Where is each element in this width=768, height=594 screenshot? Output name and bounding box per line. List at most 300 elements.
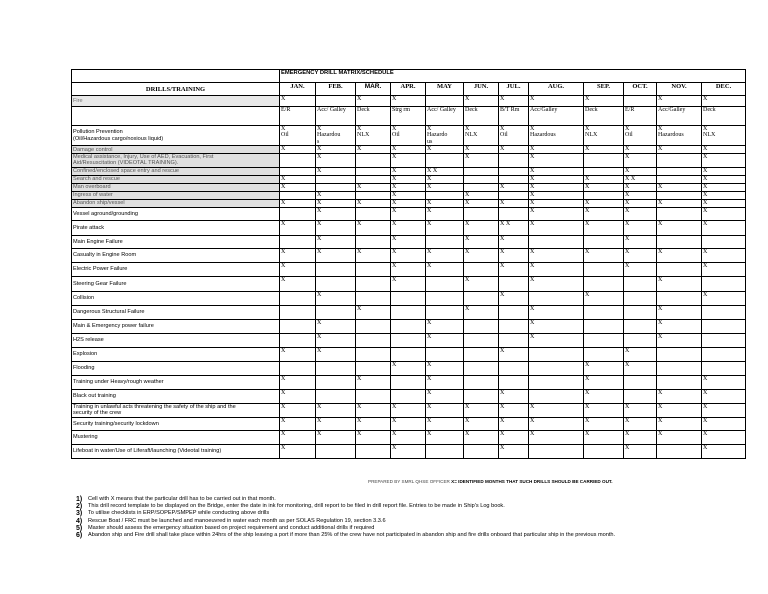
schedule-cell[interactable]: Acc/ Galley bbox=[426, 107, 464, 126]
schedule-cell[interactable]: X bbox=[280, 146, 316, 154]
schedule-cell[interactable]: X bbox=[426, 183, 464, 191]
schedule-cell[interactable]: X bbox=[391, 183, 426, 191]
schedule-cell[interactable]: X bbox=[529, 403, 584, 417]
schedule-cell[interactable] bbox=[316, 262, 356, 276]
schedule-cell[interactable] bbox=[356, 167, 391, 175]
schedule-cell[interactable]: X bbox=[426, 361, 464, 375]
schedule-cell[interactable]: Deck bbox=[356, 107, 391, 126]
schedule-cell[interactable]: X bbox=[280, 375, 316, 389]
schedule-cell[interactable]: X bbox=[624, 146, 657, 154]
schedule-cell[interactable]: X bbox=[391, 199, 426, 207]
schedule-cell[interactable] bbox=[499, 191, 529, 199]
schedule-cell[interactable] bbox=[356, 389, 391, 403]
schedule-cell[interactable]: X bbox=[624, 262, 657, 276]
schedule-cell[interactable]: X bbox=[584, 199, 624, 207]
schedule-cell[interactable]: X bbox=[529, 199, 584, 207]
schedule-cell[interactable] bbox=[464, 207, 499, 220]
schedule-cell[interactable] bbox=[280, 361, 316, 375]
schedule-cell[interactable]: X bbox=[657, 403, 702, 417]
schedule-cell[interactable] bbox=[499, 361, 529, 375]
schedule-cell[interactable] bbox=[702, 319, 746, 333]
schedule-cell[interactable]: X bbox=[702, 248, 746, 262]
schedule-cell[interactable]: X bbox=[391, 361, 426, 375]
schedule-cell[interactable]: X bbox=[464, 305, 499, 319]
schedule-cell[interactable]: X bbox=[280, 347, 316, 361]
schedule-cell[interactable] bbox=[316, 175, 356, 183]
schedule-cell[interactable]: X bbox=[464, 220, 499, 235]
schedule-cell[interactable]: X bbox=[426, 248, 464, 262]
schedule-cell[interactable] bbox=[391, 291, 426, 305]
schedule-cell[interactable] bbox=[657, 375, 702, 389]
schedule-cell[interactable] bbox=[464, 175, 499, 183]
schedule-cell[interactable] bbox=[426, 191, 464, 199]
schedule-cell[interactable]: X bbox=[499, 235, 529, 248]
schedule-cell[interactable]: X bbox=[426, 417, 464, 430]
schedule-cell[interactable]: E/R bbox=[280, 107, 316, 126]
schedule-cell[interactable] bbox=[356, 333, 391, 347]
schedule-cell[interactable]: X bbox=[702, 430, 746, 444]
schedule-cell[interactable]: X bbox=[702, 403, 746, 417]
schedule-cell[interactable] bbox=[280, 154, 316, 167]
schedule-cell[interactable]: X bbox=[584, 389, 624, 403]
schedule-cell[interactable] bbox=[391, 319, 426, 333]
schedule-cell[interactable]: X bbox=[426, 207, 464, 220]
schedule-cell[interactable]: X bbox=[499, 291, 529, 305]
schedule-cell[interactable]: X bbox=[624, 199, 657, 207]
schedule-cell[interactable]: X bbox=[584, 291, 624, 305]
schedule-cell[interactable] bbox=[316, 444, 356, 458]
schedule-cell[interactable]: Deck bbox=[702, 107, 746, 126]
schedule-cell[interactable] bbox=[657, 262, 702, 276]
schedule-cell[interactable] bbox=[499, 207, 529, 220]
schedule-cell[interactable] bbox=[624, 389, 657, 403]
schedule-cell[interactable] bbox=[426, 347, 464, 361]
schedule-cell[interactable]: X bbox=[316, 347, 356, 361]
schedule-cell[interactable]: X bbox=[624, 207, 657, 220]
schedule-cell[interactable]: X bbox=[316, 167, 356, 175]
schedule-cell[interactable]: X bbox=[529, 146, 584, 154]
schedule-cell[interactable]: X bbox=[280, 262, 316, 276]
schedule-cell[interactable]: X bbox=[391, 403, 426, 417]
schedule-cell[interactable]: X bbox=[426, 262, 464, 276]
schedule-cell[interactable]: X bbox=[529, 276, 584, 291]
schedule-cell[interactable]: X bbox=[624, 361, 657, 375]
schedule-cell[interactable]: X bbox=[391, 444, 426, 458]
schedule-cell[interactable]: X Oil bbox=[499, 126, 529, 146]
schedule-cell[interactable] bbox=[702, 347, 746, 361]
schedule-cell[interactable]: X bbox=[356, 183, 391, 191]
schedule-cell[interactable]: X bbox=[584, 403, 624, 417]
schedule-cell[interactable]: X bbox=[529, 96, 584, 107]
schedule-cell[interactable]: X bbox=[280, 444, 316, 458]
schedule-cell[interactable]: X bbox=[391, 96, 426, 107]
schedule-cell[interactable]: X bbox=[280, 220, 316, 235]
schedule-cell[interactable] bbox=[499, 333, 529, 347]
schedule-cell[interactable] bbox=[584, 235, 624, 248]
schedule-cell[interactable]: X bbox=[657, 333, 702, 347]
schedule-cell[interactable]: X bbox=[657, 220, 702, 235]
schedule-cell[interactable] bbox=[584, 262, 624, 276]
schedule-cell[interactable] bbox=[624, 375, 657, 389]
schedule-cell[interactable] bbox=[280, 333, 316, 347]
schedule-cell[interactable]: X bbox=[391, 248, 426, 262]
schedule-cell[interactable]: X bbox=[702, 375, 746, 389]
schedule-cell[interactable]: X bbox=[316, 207, 356, 220]
schedule-cell[interactable] bbox=[316, 375, 356, 389]
schedule-cell[interactable] bbox=[464, 389, 499, 403]
schedule-cell[interactable]: X bbox=[584, 417, 624, 430]
schedule-cell[interactable]: X bbox=[657, 305, 702, 319]
schedule-cell[interactable]: X bbox=[356, 375, 391, 389]
schedule-cell[interactable]: X bbox=[499, 403, 529, 417]
schedule-cell[interactable] bbox=[624, 333, 657, 347]
schedule-cell[interactable] bbox=[356, 276, 391, 291]
schedule-cell[interactable] bbox=[464, 375, 499, 389]
schedule-cell[interactable] bbox=[280, 305, 316, 319]
schedule-cell[interactable]: X bbox=[584, 220, 624, 235]
schedule-cell[interactable] bbox=[316, 305, 356, 319]
schedule-cell[interactable]: X bbox=[316, 333, 356, 347]
schedule-cell[interactable]: X Oil bbox=[280, 126, 316, 146]
schedule-cell[interactable] bbox=[624, 96, 657, 107]
schedule-cell[interactable] bbox=[584, 191, 624, 199]
schedule-cell[interactable]: X bbox=[529, 220, 584, 235]
schedule-cell[interactable]: X NLX bbox=[356, 126, 391, 146]
schedule-cell[interactable]: X bbox=[391, 417, 426, 430]
schedule-cell[interactable]: X bbox=[624, 191, 657, 199]
schedule-cell[interactable]: X bbox=[624, 444, 657, 458]
schedule-cell[interactable]: X bbox=[499, 146, 529, 154]
schedule-cell[interactable]: X bbox=[356, 199, 391, 207]
schedule-cell[interactable]: X bbox=[356, 417, 391, 430]
schedule-cell[interactable]: X bbox=[529, 430, 584, 444]
schedule-cell[interactable] bbox=[426, 305, 464, 319]
schedule-cell[interactable] bbox=[426, 444, 464, 458]
schedule-cell[interactable]: X bbox=[499, 389, 529, 403]
schedule-cell[interactable] bbox=[529, 444, 584, 458]
schedule-cell[interactable]: X bbox=[657, 248, 702, 262]
schedule-cell[interactable] bbox=[657, 167, 702, 175]
schedule-cell[interactable] bbox=[280, 291, 316, 305]
schedule-cell[interactable] bbox=[464, 291, 499, 305]
schedule-cell[interactable] bbox=[702, 276, 746, 291]
schedule-cell[interactable] bbox=[702, 333, 746, 347]
schedule-cell[interactable]: X bbox=[426, 333, 464, 347]
schedule-cell[interactable]: X bbox=[280, 96, 316, 107]
schedule-cell[interactable] bbox=[584, 305, 624, 319]
schedule-cell[interactable] bbox=[356, 444, 391, 458]
schedule-cell[interactable] bbox=[499, 375, 529, 389]
schedule-cell[interactable] bbox=[316, 276, 356, 291]
schedule-cell[interactable] bbox=[316, 96, 356, 107]
schedule-cell[interactable]: X bbox=[316, 291, 356, 305]
schedule-cell[interactable] bbox=[356, 207, 391, 220]
schedule-cell[interactable]: X bbox=[624, 248, 657, 262]
schedule-cell[interactable] bbox=[316, 183, 356, 191]
schedule-cell[interactable] bbox=[426, 96, 464, 107]
schedule-cell[interactable] bbox=[702, 361, 746, 375]
schedule-cell[interactable]: X bbox=[499, 248, 529, 262]
schedule-cell[interactable] bbox=[702, 305, 746, 319]
schedule-cell[interactable]: X bbox=[426, 375, 464, 389]
schedule-cell[interactable]: X bbox=[464, 199, 499, 207]
schedule-cell[interactable]: X bbox=[529, 333, 584, 347]
schedule-cell[interactable]: X bbox=[529, 175, 584, 183]
schedule-cell[interactable] bbox=[464, 333, 499, 347]
schedule-cell[interactable]: X bbox=[702, 199, 746, 207]
schedule-cell[interactable]: X X bbox=[426, 167, 464, 175]
schedule-cell[interactable] bbox=[657, 175, 702, 183]
schedule-cell[interactable] bbox=[529, 235, 584, 248]
schedule-cell[interactable] bbox=[624, 291, 657, 305]
schedule-cell[interactable]: X bbox=[391, 191, 426, 199]
schedule-cell[interactable]: X bbox=[584, 375, 624, 389]
schedule-cell[interactable]: X bbox=[356, 220, 391, 235]
schedule-cell[interactable]: X bbox=[391, 235, 426, 248]
schedule-cell[interactable]: X bbox=[702, 207, 746, 220]
schedule-cell[interactable]: X bbox=[280, 430, 316, 444]
schedule-cell[interactable]: X bbox=[529, 191, 584, 199]
schedule-cell[interactable]: X bbox=[316, 403, 356, 417]
schedule-cell[interactable]: X bbox=[702, 220, 746, 235]
schedule-cell[interactable] bbox=[529, 389, 584, 403]
schedule-cell[interactable] bbox=[426, 235, 464, 248]
schedule-cell[interactable]: X bbox=[464, 191, 499, 199]
schedule-cell[interactable] bbox=[464, 444, 499, 458]
schedule-cell[interactable] bbox=[657, 154, 702, 167]
schedule-cell[interactable] bbox=[499, 305, 529, 319]
schedule-cell[interactable]: X bbox=[464, 154, 499, 167]
schedule-cell[interactable] bbox=[356, 262, 391, 276]
schedule-cell[interactable]: X bbox=[464, 146, 499, 154]
schedule-cell[interactable] bbox=[356, 235, 391, 248]
schedule-cell[interactable]: X bbox=[499, 417, 529, 430]
schedule-cell[interactable] bbox=[657, 361, 702, 375]
schedule-cell[interactable]: X bbox=[464, 403, 499, 417]
schedule-cell[interactable] bbox=[280, 167, 316, 175]
schedule-cell[interactable]: X bbox=[624, 403, 657, 417]
schedule-cell[interactable]: X bbox=[391, 220, 426, 235]
schedule-cell[interactable]: X bbox=[391, 154, 426, 167]
schedule-cell[interactable]: X bbox=[624, 183, 657, 191]
schedule-cell[interactable]: X bbox=[464, 248, 499, 262]
schedule-cell[interactable]: Deck bbox=[584, 107, 624, 126]
schedule-cell[interactable]: X bbox=[702, 167, 746, 175]
schedule-cell[interactable]: X bbox=[702, 191, 746, 199]
schedule-cell[interactable] bbox=[280, 191, 316, 199]
schedule-cell[interactable] bbox=[280, 235, 316, 248]
schedule-cell[interactable]: X bbox=[529, 319, 584, 333]
schedule-cell[interactable] bbox=[356, 291, 391, 305]
schedule-cell[interactable]: X bbox=[584, 207, 624, 220]
schedule-cell[interactable]: X bbox=[529, 207, 584, 220]
schedule-cell[interactable] bbox=[584, 444, 624, 458]
schedule-cell[interactable]: X bbox=[356, 403, 391, 417]
schedule-cell[interactable]: X bbox=[624, 220, 657, 235]
schedule-cell[interactable]: X bbox=[316, 430, 356, 444]
schedule-cell[interactable]: X bbox=[316, 191, 356, 199]
schedule-cell[interactable]: X Hazardo us bbox=[426, 126, 464, 146]
schedule-cell[interactable] bbox=[426, 154, 464, 167]
schedule-cell[interactable] bbox=[529, 361, 584, 375]
schedule-cell[interactable]: X bbox=[702, 262, 746, 276]
schedule-cell[interactable] bbox=[584, 276, 624, 291]
schedule-cell[interactable]: X bbox=[464, 430, 499, 444]
schedule-cell[interactable]: X bbox=[657, 430, 702, 444]
schedule-cell[interactable]: X bbox=[657, 96, 702, 107]
schedule-cell[interactable]: X bbox=[356, 96, 391, 107]
schedule-cell[interactable]: X bbox=[356, 430, 391, 444]
schedule-cell[interactable]: X NLX bbox=[702, 126, 746, 146]
schedule-cell[interactable] bbox=[316, 361, 356, 375]
schedule-cell[interactable]: X bbox=[356, 305, 391, 319]
schedule-cell[interactable] bbox=[499, 167, 529, 175]
schedule-cell[interactable] bbox=[464, 319, 499, 333]
schedule-cell[interactable] bbox=[657, 207, 702, 220]
schedule-cell[interactable]: X bbox=[356, 248, 391, 262]
schedule-cell[interactable]: X bbox=[499, 96, 529, 107]
schedule-cell[interactable]: X bbox=[529, 305, 584, 319]
schedule-cell[interactable]: X Oil bbox=[624, 126, 657, 146]
schedule-cell[interactable] bbox=[702, 235, 746, 248]
schedule-cell[interactable]: X bbox=[426, 175, 464, 183]
schedule-cell[interactable] bbox=[464, 183, 499, 191]
schedule-cell[interactable]: X bbox=[499, 444, 529, 458]
schedule-cell[interactable] bbox=[391, 305, 426, 319]
schedule-cell[interactable] bbox=[529, 291, 584, 305]
schedule-cell[interactable]: X bbox=[657, 389, 702, 403]
schedule-cell[interactable]: X bbox=[624, 167, 657, 175]
schedule-cell[interactable]: X bbox=[316, 154, 356, 167]
schedule-cell[interactable]: X X bbox=[499, 220, 529, 235]
schedule-cell[interactable]: X bbox=[316, 199, 356, 207]
schedule-cell[interactable]: X bbox=[391, 167, 426, 175]
schedule-cell[interactable] bbox=[529, 347, 584, 361]
schedule-cell[interactable]: X bbox=[356, 146, 391, 154]
schedule-cell[interactable] bbox=[391, 375, 426, 389]
schedule-cell[interactable]: X bbox=[657, 319, 702, 333]
schedule-cell[interactable]: X bbox=[529, 167, 584, 175]
schedule-cell[interactable] bbox=[464, 262, 499, 276]
schedule-cell[interactable]: X bbox=[499, 183, 529, 191]
schedule-cell[interactable]: X bbox=[702, 146, 746, 154]
schedule-cell[interactable]: X bbox=[464, 96, 499, 107]
schedule-cell[interactable]: X bbox=[584, 175, 624, 183]
schedule-cell[interactable] bbox=[657, 444, 702, 458]
schedule-cell[interactable]: X bbox=[529, 248, 584, 262]
schedule-cell[interactable]: X bbox=[280, 175, 316, 183]
schedule-cell[interactable] bbox=[499, 175, 529, 183]
schedule-cell[interactable]: X bbox=[391, 146, 426, 154]
schedule-cell[interactable]: X bbox=[426, 319, 464, 333]
schedule-cell[interactable]: X bbox=[624, 235, 657, 248]
schedule-cell[interactable]: X bbox=[624, 154, 657, 167]
schedule-cell[interactable]: X Hazardous bbox=[657, 126, 702, 146]
schedule-cell[interactable]: X bbox=[280, 417, 316, 430]
schedule-cell[interactable]: X bbox=[316, 220, 356, 235]
schedule-cell[interactable] bbox=[426, 276, 464, 291]
schedule-cell[interactable]: X bbox=[584, 183, 624, 191]
schedule-cell[interactable] bbox=[657, 347, 702, 361]
schedule-cell[interactable] bbox=[584, 167, 624, 175]
schedule-cell[interactable]: X bbox=[426, 389, 464, 403]
schedule-cell[interactable]: X bbox=[316, 146, 356, 154]
schedule-cell[interactable]: X bbox=[391, 276, 426, 291]
schedule-cell[interactable]: X X bbox=[624, 175, 657, 183]
schedule-cell[interactable] bbox=[499, 276, 529, 291]
schedule-cell[interactable] bbox=[356, 347, 391, 361]
schedule-cell[interactable]: X bbox=[464, 235, 499, 248]
schedule-cell[interactable]: X Hazardous bbox=[529, 126, 584, 146]
schedule-cell[interactable] bbox=[624, 305, 657, 319]
schedule-cell[interactable]: Acc/ Galley bbox=[316, 107, 356, 126]
schedule-cell[interactable] bbox=[280, 319, 316, 333]
schedule-cell[interactable]: X bbox=[657, 276, 702, 291]
schedule-cell[interactable] bbox=[356, 191, 391, 199]
schedule-cell[interactable]: X bbox=[584, 146, 624, 154]
schedule-cell[interactable]: X bbox=[426, 430, 464, 444]
schedule-cell[interactable]: X bbox=[391, 262, 426, 276]
schedule-cell[interactable] bbox=[426, 291, 464, 305]
schedule-cell[interactable]: X bbox=[316, 248, 356, 262]
schedule-cell[interactable]: X Oil bbox=[391, 126, 426, 146]
schedule-cell[interactable]: Acc/Galley bbox=[529, 107, 584, 126]
schedule-cell[interactable] bbox=[391, 333, 426, 347]
schedule-cell[interactable]: X bbox=[280, 403, 316, 417]
schedule-cell[interactable]: X bbox=[529, 417, 584, 430]
schedule-cell[interactable]: X bbox=[657, 146, 702, 154]
schedule-cell[interactable]: X bbox=[529, 183, 584, 191]
schedule-cell[interactable] bbox=[464, 167, 499, 175]
schedule-cell[interactable]: X bbox=[499, 262, 529, 276]
schedule-cell[interactable]: E/R bbox=[624, 107, 657, 126]
schedule-cell[interactable]: X bbox=[426, 199, 464, 207]
schedule-cell[interactable] bbox=[657, 191, 702, 199]
schedule-cell[interactable] bbox=[657, 235, 702, 248]
schedule-cell[interactable]: X bbox=[391, 207, 426, 220]
schedule-cell[interactable] bbox=[624, 319, 657, 333]
schedule-cell[interactable]: X bbox=[702, 175, 746, 183]
schedule-cell[interactable]: X bbox=[624, 417, 657, 430]
schedule-cell[interactable]: B/T Rm bbox=[499, 107, 529, 126]
schedule-cell[interactable]: X bbox=[316, 235, 356, 248]
schedule-cell[interactable]: X bbox=[624, 347, 657, 361]
schedule-cell[interactable]: X bbox=[280, 276, 316, 291]
schedule-cell[interactable] bbox=[391, 389, 426, 403]
schedule-cell[interactable]: X bbox=[464, 276, 499, 291]
schedule-cell[interactable] bbox=[356, 319, 391, 333]
schedule-cell[interactable] bbox=[391, 347, 426, 361]
schedule-cell[interactable]: X bbox=[426, 403, 464, 417]
schedule-cell[interactable]: X bbox=[499, 347, 529, 361]
schedule-cell[interactable] bbox=[464, 361, 499, 375]
schedule-cell[interactable]: X bbox=[316, 417, 356, 430]
schedule-cell[interactable] bbox=[280, 207, 316, 220]
schedule-cell[interactable]: X bbox=[529, 154, 584, 167]
schedule-cell[interactable]: X bbox=[316, 319, 356, 333]
schedule-cell[interactable]: X NLX bbox=[464, 126, 499, 146]
schedule-cell[interactable]: X bbox=[657, 183, 702, 191]
schedule-cell[interactable] bbox=[356, 361, 391, 375]
schedule-cell[interactable] bbox=[316, 389, 356, 403]
schedule-cell[interactable]: X bbox=[529, 262, 584, 276]
schedule-cell[interactable]: X Hazardou s bbox=[316, 126, 356, 146]
schedule-cell[interactable] bbox=[584, 154, 624, 167]
schedule-cell[interactable]: X bbox=[702, 154, 746, 167]
schedule-cell[interactable]: Strg rm bbox=[391, 107, 426, 126]
schedule-cell[interactable] bbox=[356, 175, 391, 183]
schedule-cell[interactable] bbox=[356, 154, 391, 167]
